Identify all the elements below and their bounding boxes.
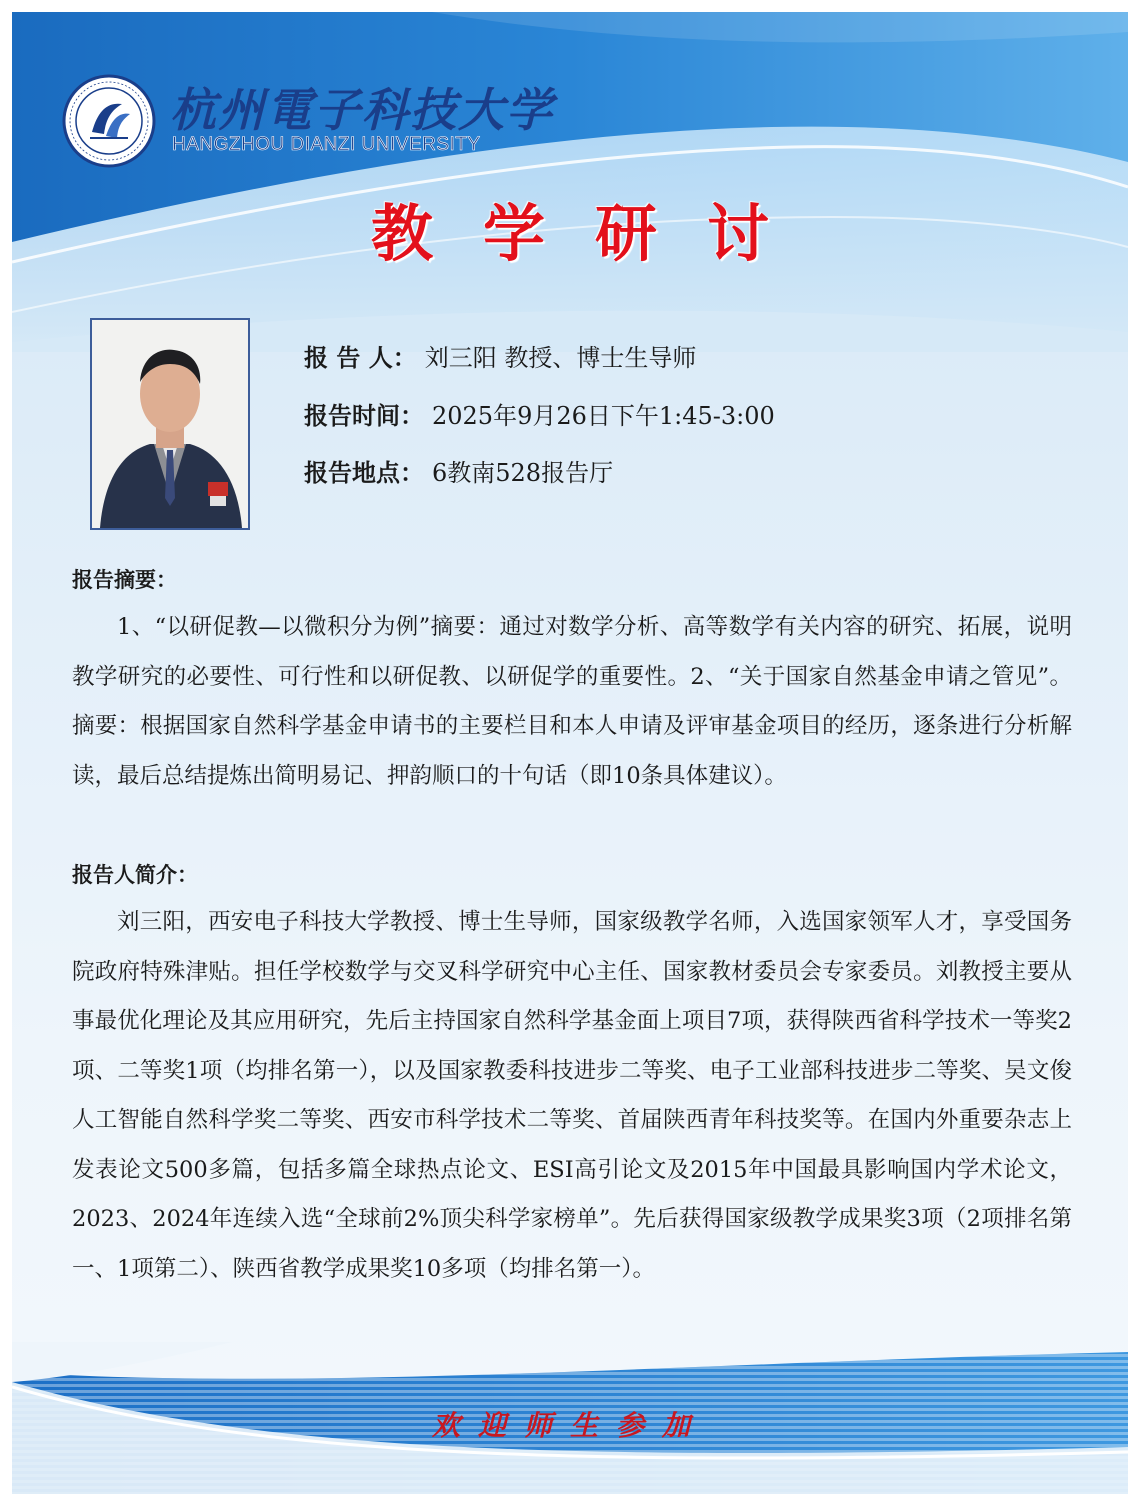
- place-value: 6教南528报告厅: [432, 459, 614, 487]
- welcome-banner: 欢迎师生参加: [431, 1409, 708, 1442]
- speaker-photo: [90, 318, 250, 530]
- place-row: [304, 453, 613, 488]
- abstract-text: 1、“以研促教—以微积分为例”摘要：通过对数学分析、高等数学有关内容的研究、拓展，说明教学研究的必要性、可行性和以研促教、以研促学的重要性。2、“关于国家自然基金申请之管见”。摘要：根据国家自然科学基金申请书的主要栏目和本人申请及评审基金项目的经历，逐条进行分析解读，最后总结提炼出简明易记、押韵顺口的十句话（即10条具体建议）。: [72, 614, 1072, 789]
- speaker-label: 报 告 人：: [304, 344, 417, 372]
- speaker-value: 刘三阳 教授、博士生导师: [424, 344, 697, 372]
- time-label: 报告时间：: [304, 402, 424, 430]
- speaker-portrait-image: [92, 320, 248, 528]
- speaker-row: [304, 338, 696, 373]
- bio-heading: 报告人简介：: [72, 863, 198, 887]
- university-name-cn: 杭州電子科技大学: [170, 83, 554, 137]
- page-title: 教学研讨: [370, 197, 819, 270]
- university-logo: [62, 74, 562, 174]
- poster: [12, 12, 1128, 1494]
- abstract-heading: 报告摘要：: [72, 568, 177, 592]
- time-row: [304, 396, 775, 431]
- bio-text: 刘三阳，西安电子科技大学教授、博士生导师，国家级教学名师，入选国家领军人才，享受国务院政府特殊津贴。担任学校数学与交叉科学研究中心主任、国家教材委员会专家委员。刘教授主要从事最优化理论及其应用研究，先后主持国家自然科学基金面上项目7项，获得陕西省科学技术一等奖2项、二等奖1项（均排名第一），以及国家教委科技进步二等奖、电子工业部科技进步二等奖、吴文俊人工智能自然科学奖二等奖、西安市科学技术二等奖、首届陕西青年科技奖等。在国内外重要杂志上发表论文500多篇，包括多篇全球热点论文、ESI高引论文及2015年中国最具影响国内学术论文，2023、2024年连续入选“全球前2%顶尖科学家榜单”。先后获得国家级教学成果奖3项（2项排名第一、1项第二）、陕西省教学成果奖10多项（均排名第一）。: [72, 909, 1072, 1282]
- university-name-en: HANGZHOU DIANZI UNIVERSITY: [172, 134, 481, 155]
- university-emblem-icon: [62, 74, 156, 168]
- place-label: 报告地点：: [304, 459, 424, 487]
- header-wave-background: [12, 12, 1128, 352]
- time-value: 2025年9月26日下午1:45-3:00: [432, 402, 775, 430]
